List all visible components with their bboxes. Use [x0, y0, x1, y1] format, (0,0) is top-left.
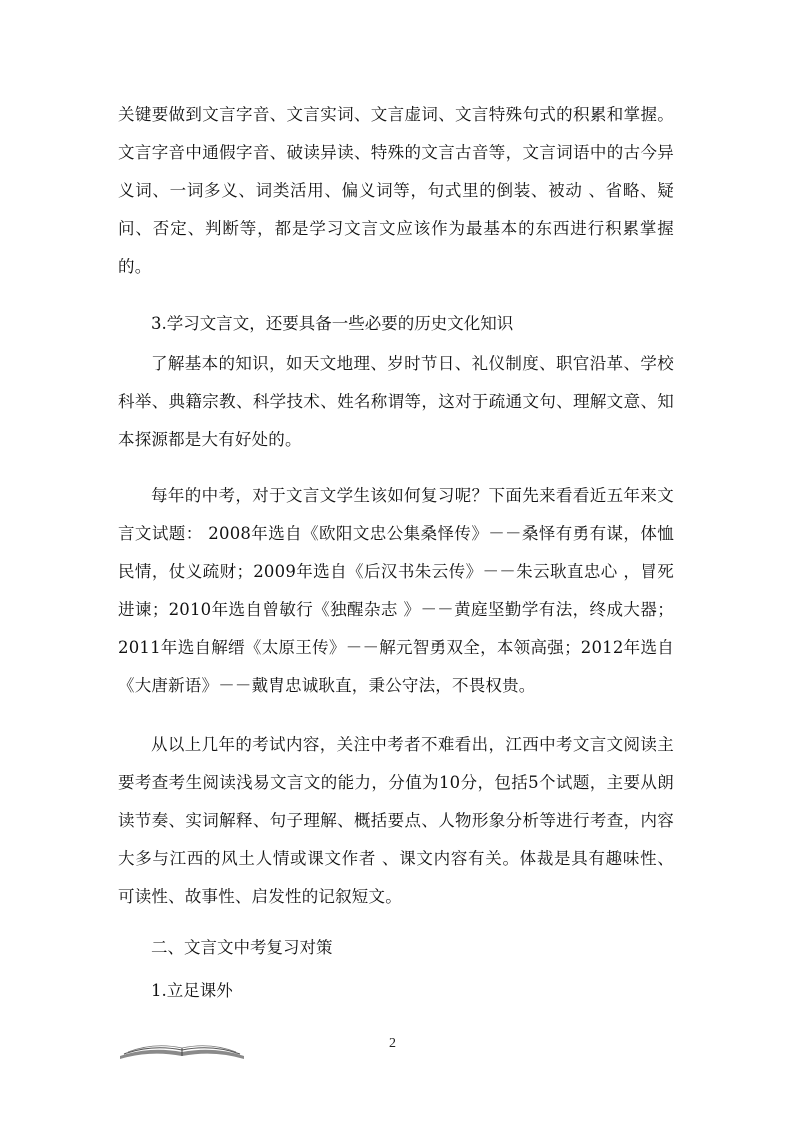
heading-history-culture: 3.学习文言文，还要具备一些必要的历史文化知识 — [151, 314, 514, 333]
page-number: 2 — [389, 1036, 396, 1051]
heading-extracurricular: 1.立足课外 — [151, 981, 233, 1000]
paragraph-accumulation: 关键要做到文言字音、文言实词、文言虚词、文言特殊句式的积累和掌握。文言字音中通假字音、破读异读、特殊的文言古音等，文言词语中的古今异义词、一词多义、词类活用、偏义词等，句式里的倒装、被动 、省略、疑问、否定、判断等，都是学习文言文应该作为最基本的东西进行积累掌握的。 — [118, 105, 674, 276]
open-book-icon — [118, 1038, 246, 1060]
paragraph-basic-knowledge: 了解基本的知识，如天文地理、岁时节日、礼仪制度、职官沿革、学校科举、典籍宗教、科学技术、姓名称谓等，这对于疏通文句、理解文意、知本探源都是大有好处的。 — [118, 354, 674, 449]
heading-review-strategy: 二、文言文中考复习对策 — [151, 938, 333, 957]
paragraph-exam-analysis: 从以上几年的考试内容，关注中考者不难看出，江西中考文言文阅读主要考查考生阅读浅易文言文的能力，分值为10分，包括5个试题，主要从朗读节奏、实词解释、句子理解、概括要点、人物形象分析等进行考查，内容大多与江西的风土人情或课文作者 、课文内容有关。体裁是具有趣味性、可读性、故事性、启发性的记叙短文。 — [118, 735, 674, 906]
paragraph-exam-review: 每年的中考，对于文言文学生该如何复习呢？下面先来看看近五年来文言文试题： 2008年选自《欧阳文忠公集桑怿传》－－桑怿有勇有谋，体恤民情，仗义疏财；2009年选自《后汉书朱云传》－－朱云耿直忠心 ，冒死进谏；2010年选自曾敏行《独醒杂志 》－－黄庭坚勤学有法，终成大器；2011年选自解缙《太原王传》－－解元智勇双全，本领高强；2012年选自《大唐新语》－－戴胄忠诚耿直，秉公守法，不畏权贵。 — [118, 486, 674, 695]
